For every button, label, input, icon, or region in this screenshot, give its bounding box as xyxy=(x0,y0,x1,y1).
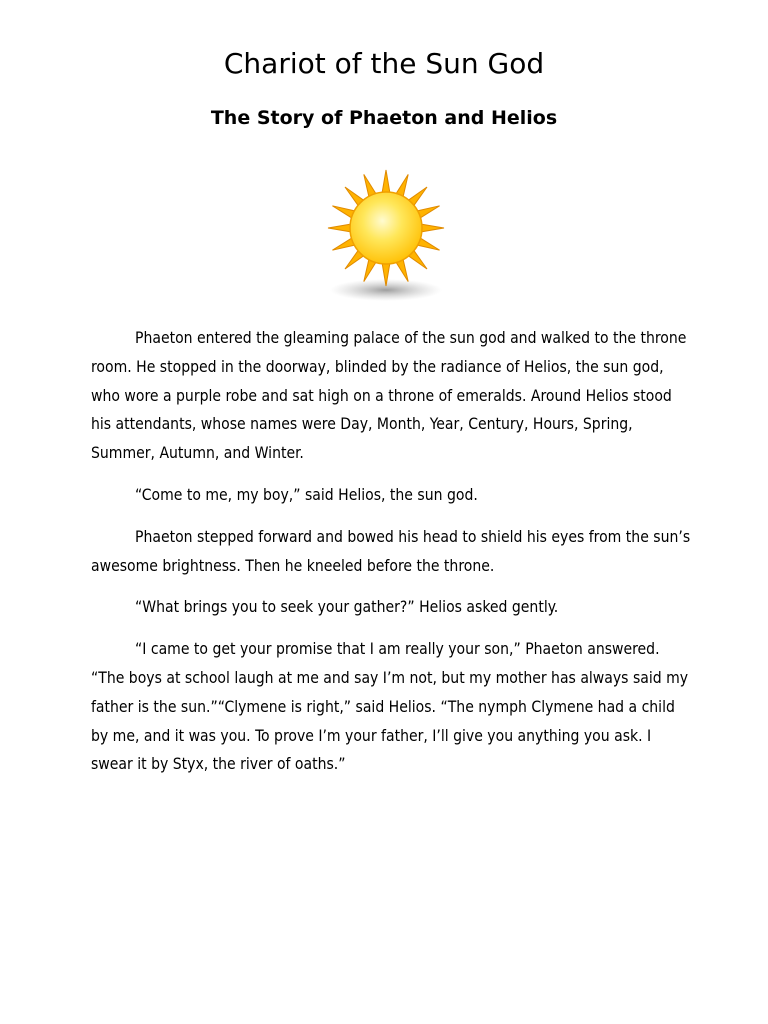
story-paragraph: “What brings you to seek your gather?” Helios asked gently. xyxy=(135,598,559,617)
sun-ray xyxy=(328,224,352,232)
sun-ray xyxy=(382,170,390,194)
story-paragraph: “Come to me, my boy,” said Helios, the sun god. xyxy=(135,485,478,504)
document-title: Chariot of the Sun God xyxy=(223,47,545,80)
document-subtitle: The Story of Phaeton and Helios xyxy=(210,107,558,129)
sun-icon xyxy=(318,166,454,306)
story-body xyxy=(91,324,691,792)
sun-ray xyxy=(420,224,444,232)
story-paragraph: Phaeton entered the gleaming palace of the sun god and walked to the throne room. He stopped in the doorway, blinded by the radiance of Helios, the sun god, who wore a purple robe and sat high on a throne of emeralds. Around Helios stood his attendants, whose names were Day, Month, Year, Century, Hours, Spring, Summer, Autumn, and Winter. xyxy=(91,329,687,463)
story-paragraph: “I came to get your promise that I am really your son,” Phaeton answered. “The boys at school laugh at me and say I’m not, but my mother has always said my father is the sun.”“Clymene is right,” said Helios. “The nymph Clymene had a child by me, and it was you. To prove I’m your father, I’ll give you anything you ask. I swear it by Styx, the river of oaths.” xyxy=(91,640,689,774)
story-paragraph: Phaeton stepped forward and bowed his head to shield his eyes from the sun’s awesome brightness. Then he kneeled before the throne. xyxy=(91,527,691,575)
sun-core xyxy=(350,192,422,264)
